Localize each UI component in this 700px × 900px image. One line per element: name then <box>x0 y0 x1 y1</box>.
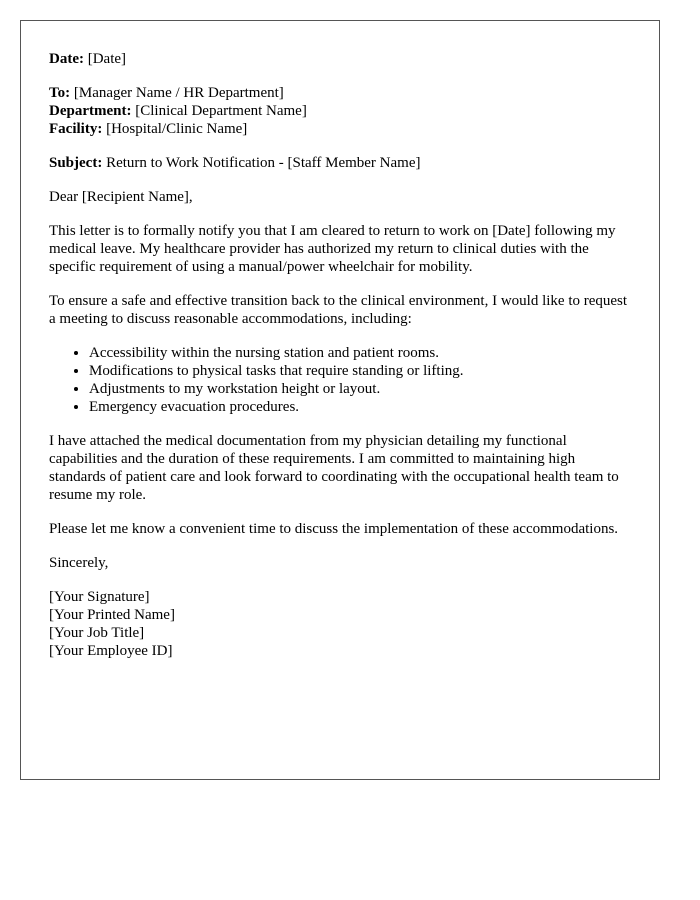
to-value: [Manager Name / HR Department] <box>73 85 284 101</box>
subject-value: Return to Work Notification - [Staff Member Name] <box>106 155 421 171</box>
signature-line: [Your Signature] <box>49 589 150 605</box>
accommodations-list <box>49 344 631 416</box>
department-value: [Clinical Department Name] <box>135 103 307 119</box>
date-line <box>49 50 631 68</box>
salutation: Dear [Recipient Name], <box>49 189 193 205</box>
employee-id-line: [Your Employee ID] <box>49 643 173 659</box>
valediction: Sincerely, <box>49 555 109 571</box>
printed-name-line: [Your Printed Name] <box>49 607 175 623</box>
list-item: • Modifications to physical tasks that require standing or lifting. <box>89 362 631 380</box>
facility-value: [Hospital/Clinic Name] <box>106 121 248 137</box>
date-value: [Date] <box>87 51 127 67</box>
to-line <box>49 84 631 102</box>
recipient-block <box>49 84 631 138</box>
facility-line <box>49 120 631 138</box>
letter-document <box>20 20 660 780</box>
paragraph-request: To ensure a safe and effective transition back to the clinical environment, I would like to request a meeting to discuss reasonable accommodations, including: <box>49 293 628 327</box>
subject-line <box>49 154 631 172</box>
facility-label: Facility: <box>49 121 103 137</box>
list-item: • Emergency evacuation procedures. <box>89 398 631 416</box>
department-label: Department: <box>49 103 132 119</box>
job-title-line: [Your Job Title] <box>49 625 145 641</box>
list-item: • Adjustments to my workstation height or layout. <box>89 380 631 398</box>
list-item: • Accessibility within the nursing station and patient rooms. <box>89 344 631 362</box>
to-label: To: <box>49 85 71 101</box>
date-label: Date: <box>49 51 84 67</box>
subject-label: Subject: <box>49 155 103 171</box>
paragraph-documentation: I have attached the medical documentation from my physician detailing my functional capabilities and the duration of these requirements. I am committed to maintaining high standards of patient care and look forward to coordinating with the occupational health team to resume my role. <box>49 433 619 503</box>
paragraph-request-time: Please let me know a convenient time to discuss the implementation of these accommodations. <box>49 521 619 537</box>
signature-block <box>49 588 631 660</box>
department-line <box>49 102 631 120</box>
paragraph-intro: This letter is to formally notify you that I am cleared to return to work on [Date] following my medical leave. My healthcare provider has authorized my return to clinical duties with the specific requirement of using a manual/power wheelchair for mobility. <box>49 223 616 275</box>
